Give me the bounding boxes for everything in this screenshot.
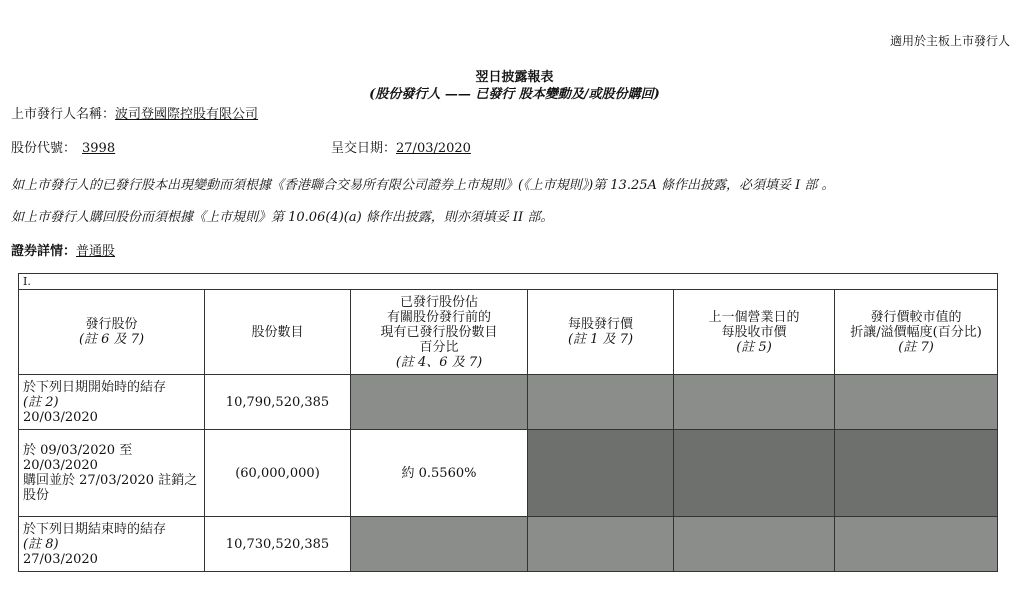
col-header-number-of-shares: 股份數目 bbox=[205, 290, 351, 375]
securities-details-row bbox=[11, 240, 115, 259]
instruction-part-two: 如上市發行人購回股份而須根據《上市規則》第 10.06(4)(a) 條作出披露，則亦須填妥 II 部。 bbox=[11, 210, 554, 225]
board-applicability-note: 適用於主板上市發行人 bbox=[889, 34, 1010, 48]
instruction-part-one: 如上市發行人的已發行股本出現變動而須根據《香港聯合交易所有限公司證券上市規則》(《上市規則》)第 13.25A 條作出披露，必須填妥 I 部 。 bbox=[11, 178, 835, 193]
stock-code-row bbox=[11, 137, 121, 156]
section-label: I. bbox=[19, 274, 998, 290]
row-shares: (60,000,000) bbox=[205, 430, 351, 517]
shaded-cell bbox=[835, 517, 998, 572]
col-header-discount-premium: 發行價較市值的 折讓/溢價幅度(百分比) (註 7) bbox=[835, 290, 998, 375]
shaded-cell bbox=[835, 430, 998, 517]
col-header-issue-price: 每股發行價 (註 1 及 7) bbox=[528, 290, 674, 375]
securities-details-value: 普通股 bbox=[76, 244, 116, 259]
share-changes-table bbox=[18, 273, 998, 572]
form-subtitle: (股份發行人 —— 已發行 股本變動及/或股份購回) bbox=[369, 87, 660, 102]
stock-code-label: 股份代號： bbox=[11, 141, 77, 156]
row-description: 於下列日期開始時的結存 (註 2) 20/03/2020 bbox=[19, 375, 205, 430]
shaded-cell bbox=[528, 430, 674, 517]
shaded-cell bbox=[674, 430, 835, 517]
issuer-name-value: 波司登國際控股有限公司 bbox=[115, 107, 259, 122]
shaded-cell bbox=[835, 375, 998, 430]
shaded-cell bbox=[528, 517, 674, 572]
issuer-name-label: 上市發行人名稱： bbox=[11, 107, 116, 122]
submit-date-row bbox=[331, 137, 471, 156]
shaded-cell bbox=[351, 517, 528, 572]
table-row bbox=[19, 517, 998, 572]
table-row bbox=[19, 430, 998, 517]
submit-date-label: 呈交日期： bbox=[331, 141, 397, 156]
submit-date-value: 27/03/2020 bbox=[396, 141, 471, 156]
issuer-name-row bbox=[11, 103, 258, 122]
col-header-percentage: 已發行股份佔 有關股份發行前的 現有已發行股份數目 百分比 (註 4、6 及 7) bbox=[351, 290, 528, 375]
section-header-row bbox=[19, 274, 998, 290]
row-description: 於下列日期結束時的結存 (註 8) 27/03/2020 bbox=[19, 517, 205, 572]
shaded-cell bbox=[674, 517, 835, 572]
form-title: 翌日披露報表 bbox=[475, 70, 554, 85]
stock-code-value: 3998 bbox=[82, 141, 116, 156]
shaded-cell bbox=[674, 375, 835, 430]
row-shares: 10,730,520,385 bbox=[205, 517, 351, 572]
securities-details-label: 證券詳情： bbox=[11, 244, 77, 259]
col-header-closing-price: 上一個營業日的 每股收市價 (註 5) bbox=[674, 290, 835, 375]
row-shares: 10,790,520,385 bbox=[205, 375, 351, 430]
row-percentage: 約 0.5560% bbox=[351, 430, 528, 517]
shaded-cell bbox=[528, 375, 674, 430]
row-description: 於 09/03/2020 至 20/03/2020 購回並於 27/03/2020 註銷之 股份 bbox=[19, 430, 205, 517]
col-header-issued-shares: 發行股份 (註 6 及 7) bbox=[19, 290, 205, 375]
table-row bbox=[19, 375, 998, 430]
shaded-cell bbox=[351, 375, 528, 430]
table-header-row bbox=[19, 290, 998, 375]
